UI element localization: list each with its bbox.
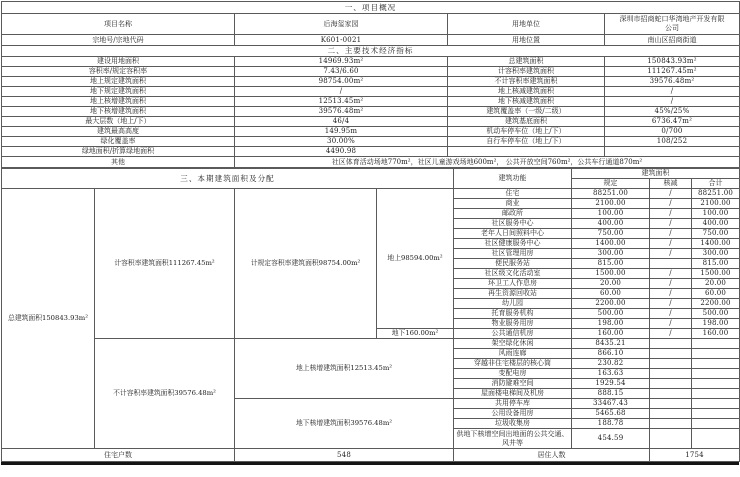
cell-function-name: 风雨连廊 (454, 349, 572, 359)
cell-label: 地上核减建筑面积 (448, 87, 605, 97)
cell-label: 机动车停车位（地上/下） (448, 127, 605, 137)
cell-value: 111267.45m² (605, 67, 740, 77)
cell-function-name: 公用设备用房 (454, 409, 572, 419)
cell-function-name: 架空绿化休闲 (454, 339, 572, 349)
cell-function-name: 再生资源回收站 (454, 289, 572, 299)
group-total-area: 总建筑面积150843.93m² (2, 189, 95, 449)
cell-regulated-area: 8435.21 (572, 339, 650, 349)
table-row (2, 97, 740, 107)
cell-regulated-area: 160.00 (572, 329, 650, 339)
cell-function-name: 邮政所 (454, 209, 572, 219)
cell-label: 宗地号/宗地代码 (2, 35, 235, 46)
cell-reduced-area (650, 359, 692, 369)
cell-total-area: 500.00 (692, 309, 740, 319)
cell-reduced-area: / (650, 199, 692, 209)
cell-regulated-area: 230.82 (572, 359, 650, 369)
cell-reduced-area: / (650, 219, 692, 229)
table-row (2, 137, 740, 147)
cell-label: 容积率/规定容积率 (2, 67, 235, 77)
cell-function-name: 变配电房 (454, 369, 572, 379)
group-above-bonus: 地上核增建筑面积12513.45m² (235, 339, 454, 399)
cell-reduced-area: / (650, 229, 692, 239)
cell-total-area (692, 419, 740, 429)
cell-value: 后海玺家园 (235, 14, 448, 35)
section1-title: 一、项目概况 (2, 2, 740, 14)
footer-row (2, 449, 740, 462)
cell-function-name: 托育服务机构 (454, 309, 572, 319)
cell-function-name: 社区健康服务中心 (454, 239, 572, 249)
cell-function-name: 住宅 (454, 189, 572, 199)
cell-regulated-area: 2100.00 (572, 199, 650, 209)
section3-title: 三、本期建筑面积及分配 (2, 169, 454, 189)
cell-function-name: 社区级文化活动室 (454, 269, 572, 279)
cell-total-area (692, 429, 740, 449)
table-row (2, 147, 740, 157)
table-row (2, 189, 740, 199)
cell-total-area: 20.00 (692, 279, 740, 289)
cell-total-area: 815.00 (692, 259, 740, 269)
cell-value: / (605, 87, 740, 97)
cell-regulated-area: 100.00 (572, 209, 650, 219)
cell-label: 计容积率建筑面积 (448, 67, 605, 77)
cell-total-area: 88251.00 (692, 189, 740, 199)
cell-label: 建筑最高高度 (2, 127, 235, 137)
cell-regulated-area: 400.00 (572, 219, 650, 229)
cell-reduced-area: / (650, 289, 692, 299)
cell-total-area: 750.00 (692, 229, 740, 239)
cell-total-area: 400.00 (692, 219, 740, 229)
group-far-not-counted: 不计容积率建筑面积39576.48m² (95, 339, 235, 449)
cell-total-area (692, 389, 740, 399)
cell-regulated-area: 163.63 (572, 369, 650, 379)
table-row (2, 127, 740, 137)
cell-label: 用地位置 (448, 35, 605, 46)
cell-function-name: 消防避难空间 (454, 379, 572, 389)
cell-regulated-area: 888.15 (572, 389, 650, 399)
cell-reduced-area: / (650, 249, 692, 259)
cell-regulated-area: 5465.68 (572, 409, 650, 419)
cell-value: 7.43/6.60 (235, 67, 448, 77)
cell-function-name: 物业服务用房 (454, 319, 572, 329)
overview-table (1, 1, 740, 168)
cell-regulated-area: 88251.00 (572, 189, 650, 199)
cell-total-area: 1400.00 (692, 239, 740, 249)
cell-value: 0/700 (605, 127, 740, 137)
cell-reduced-area (650, 349, 692, 359)
cell-value: 39576.48m² (235, 107, 448, 117)
table-row (2, 339, 740, 349)
cell-function-name: 环卫工人作息房 (454, 279, 572, 289)
table-row (2, 57, 740, 67)
cell-total-area (692, 369, 740, 379)
column-header-function: 建筑功能 (454, 169, 572, 189)
cell-value: 深圳市招商蛇口华湾地产开发有限公司 (605, 14, 740, 35)
cell-value: 39576.48m² (605, 77, 740, 87)
cell-regulated-area: 198.00 (572, 319, 650, 329)
cell-reduced-area (650, 259, 692, 269)
cell-label: 地下核减建筑面积 (448, 97, 605, 107)
cell-value: 6736.47m² (605, 117, 740, 127)
group-below-ground: 地下160.00m² (377, 329, 454, 339)
cell-total-area: 1500.00 (692, 269, 740, 279)
group-above-ground: 地上98594.00m² (377, 189, 454, 329)
cell-label: 建设用地面积 (2, 57, 235, 67)
cell-value: 108/252 (605, 137, 740, 147)
cell-reduced-area: / (650, 279, 692, 289)
cell-label: 其他 (2, 157, 235, 168)
cell-function-name: 公共通信机房 (454, 329, 572, 339)
table-row (2, 77, 740, 87)
cell-value: / (235, 87, 448, 97)
cell-function-name: 屋面楼电梯间及机房 (454, 389, 572, 399)
cell-value (605, 147, 740, 157)
cell-regulated-area: 300.00 (572, 249, 650, 259)
column-header-regulated: 规定 (572, 179, 650, 189)
cell-total-area: 300.00 (692, 249, 740, 259)
cell-function-name: 社区服务中心 (454, 219, 572, 229)
group-below-bonus: 地下核增建筑面积39576.48m² (235, 399, 454, 449)
cell-regulated-area: 866.10 (572, 349, 650, 359)
cell-regulated-area: 815.00 (572, 259, 650, 269)
cell-function-name: 老年人日间照料中心 (454, 229, 572, 239)
households-value: 548 (235, 449, 454, 462)
table-row (2, 87, 740, 97)
cell-regulated-area: 1500.00 (572, 269, 650, 279)
table-row (2, 157, 740, 168)
cell-reduced-area (650, 379, 692, 389)
cell-value: 46/4 (235, 117, 448, 127)
table-row (2, 107, 740, 117)
cell-function-name: 垃圾收集房 (454, 419, 572, 429)
cell-reduced-area: / (650, 239, 692, 249)
cell-reduced-area (650, 419, 692, 429)
cell-reduced-area: / (650, 189, 692, 199)
cell-reduced-area: / (650, 209, 692, 219)
cell-label: 建筑覆盖率（一级/二级） (448, 107, 605, 117)
cell-regulated-area: 188.78 (572, 419, 650, 429)
cell-reduced-area (650, 389, 692, 399)
cell-total-area: 2100.00 (692, 199, 740, 209)
cell-reduced-area (650, 399, 692, 409)
cell-function-name: 幼儿园 (454, 299, 572, 309)
cell-total-area (692, 339, 740, 349)
cell-reduced-area (650, 369, 692, 379)
cell-regulated-area: 500.00 (572, 309, 650, 319)
cell-regulated-area: 750.00 (572, 229, 650, 239)
cell-label: 最大层数（地上/下） (2, 117, 235, 127)
cell-value: K601-0021 (235, 35, 448, 46)
group-far-counted: 计容积率建筑面积111267.45m² (95, 189, 235, 339)
cell-label: 用地单位 (448, 14, 605, 35)
indicator-sheet (1, 1, 739, 465)
residents-value: 1754 (650, 449, 740, 462)
table-row (2, 169, 740, 179)
cell-reduced-area: / (650, 319, 692, 329)
cell-reduced-area (650, 429, 692, 449)
section2-title: 二、主要技术经济指标 (2, 46, 740, 57)
cell-reduced-area: / (650, 329, 692, 339)
cell-label (448, 147, 605, 157)
column-header-reduced: 核减 (650, 179, 692, 189)
cell-value: 4490.98 (235, 147, 448, 157)
table-row (2, 67, 740, 77)
table-row (2, 117, 740, 127)
cell-value: 社区体育活动场地770m²，社区儿童游戏场地600m²， 公共开放空间760m²，公共车行通道870m² (235, 157, 740, 168)
group-regulated-far: 计规定容积率建筑面积98754.00m² (235, 189, 377, 339)
cell-value: 南山区招商街道 (605, 35, 740, 46)
residents-label: 居住人数 (454, 449, 650, 462)
cell-label: 项目名称 (2, 14, 235, 35)
cell-label: 地上核增建筑面积 (2, 97, 235, 107)
cell-regulated-area: 33467.43 (572, 399, 650, 409)
cell-reduced-area (650, 339, 692, 349)
cell-total-area (692, 379, 740, 389)
cell-function-name: 穿越非住宅楼层的核心筒 (454, 359, 572, 369)
cell-total-area: 160.00 (692, 329, 740, 339)
cell-reduced-area: / (650, 299, 692, 309)
cell-function-name: 商业 (454, 199, 572, 209)
cell-value: / (605, 97, 740, 107)
cell-reduced-area: / (650, 269, 692, 279)
cell-value: 149.95m (235, 127, 448, 137)
cell-regulated-area: 2200.00 (572, 299, 650, 309)
cell-total-area (692, 399, 740, 409)
households-label: 住宅户数 (2, 449, 235, 462)
column-header-total: 合计 (692, 179, 740, 189)
cell-total-area: 60.00 (692, 289, 740, 299)
cell-function-name: 便民服务站 (454, 259, 572, 269)
cell-value: 98754.00m² (235, 77, 448, 87)
cell-value: 14969.93m² (235, 57, 448, 67)
cell-value: 12513.45m² (235, 97, 448, 107)
section2-body (2, 57, 740, 157)
cell-total-area (692, 349, 740, 359)
cell-reduced-area: / (650, 309, 692, 319)
table-row (2, 14, 740, 35)
cell-function-name: 社区管理用房 (454, 249, 572, 259)
table-row (2, 46, 740, 57)
cell-label: 地上规定建筑面积 (2, 77, 235, 87)
cell-function-name: 共用停车库 (454, 399, 572, 409)
cell-regulated-area: 20.00 (572, 279, 650, 289)
cell-label: 地下规定建筑面积 (2, 87, 235, 97)
cell-total-area: 2200.00 (692, 299, 740, 309)
cell-reduced-area (650, 409, 692, 419)
column-header-area: 建筑面积 (572, 169, 740, 179)
cell-label: 总建筑面积 (448, 57, 605, 67)
cell-regulated-area: 454.59 (572, 429, 650, 449)
cell-regulated-area: 1400.00 (572, 239, 650, 249)
cell-value: 150843.93m² (605, 57, 740, 67)
cell-label: 地下核增建筑面积 (2, 107, 235, 117)
cell-regulated-area: 1929.54 (572, 379, 650, 389)
cell-total-area (692, 359, 740, 369)
cell-total-area: 198.00 (692, 319, 740, 329)
cell-value: 30.00% (235, 137, 448, 147)
section3-body (2, 189, 740, 449)
allocation-table (1, 168, 740, 462)
cell-total-area (692, 409, 740, 419)
table-row (2, 2, 740, 14)
cell-value: 45%/25% (605, 107, 740, 117)
table-row (2, 35, 740, 46)
cell-label: 不计容积率建筑面积 (448, 77, 605, 87)
cell-label: 绿地面积/折算绿地面积 (2, 147, 235, 157)
cell-total-area: 100.00 (692, 209, 740, 219)
cell-function-name: 供地下核增空间出地面的公共交通、风井等 (454, 429, 572, 449)
cell-label: 绿化覆盖率 (2, 137, 235, 147)
cell-label: 建筑基底面积 (448, 117, 605, 127)
cell-label: 自行车停车位（地上/下） (448, 137, 605, 147)
cell-regulated-area: 60.00 (572, 289, 650, 299)
